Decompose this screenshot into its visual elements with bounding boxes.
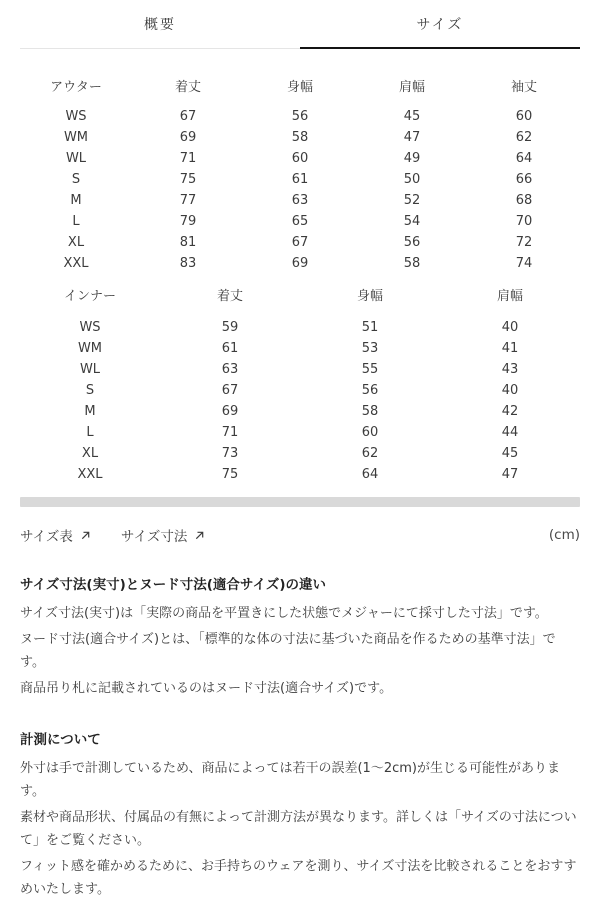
value-cell: 60 xyxy=(361,425,379,440)
size-label-cell: WS xyxy=(79,320,101,335)
size-label-cell: WM xyxy=(77,341,103,356)
value-cell: 47 xyxy=(501,467,519,482)
size-label-cell: WL xyxy=(79,362,101,377)
value-cell: 67 xyxy=(291,235,309,250)
value-cell: 49 xyxy=(403,151,421,166)
value-cell: 50 xyxy=(403,172,421,187)
column-header-cell: 着丈 xyxy=(174,80,201,95)
value-cell: 68 xyxy=(515,193,533,208)
value-cell: 51 xyxy=(361,320,379,335)
paragraph: 外寸は手で計測しているため、商品によっては若干の誤差(1〜2cm)が生じる可能性があります。 xyxy=(20,761,560,799)
value-cell: 62 xyxy=(515,130,533,145)
size-label-cell: WL xyxy=(65,151,87,166)
value-cell: 63 xyxy=(291,193,309,208)
value-cell: 40 xyxy=(501,383,519,398)
value-cell: 45 xyxy=(403,109,421,124)
value-cell: 74 xyxy=(515,256,533,271)
value-cell: 69 xyxy=(221,404,239,419)
paragraph: 素材や商品形状、付属品の有無によって計測方法が異なります。詳しくは「サイズの寸法について」をご覧ください。 xyxy=(20,810,577,848)
unit-label: (cm) xyxy=(548,527,580,543)
value-cell: 75 xyxy=(221,467,239,482)
section-body xyxy=(20,602,580,700)
value-cell: 69 xyxy=(179,130,197,145)
value-cell: 79 xyxy=(179,214,197,229)
size-chart-link[interactable] xyxy=(20,525,91,545)
value-cell: 41 xyxy=(501,341,519,356)
value-cell: 65 xyxy=(291,214,309,229)
size-label-cell: M xyxy=(70,193,82,208)
tab-size[interactable]: サイズ xyxy=(300,14,580,49)
value-cell: 72 xyxy=(515,235,533,250)
value-cell: 63 xyxy=(221,362,239,377)
column-header-cell: 身幅 xyxy=(356,289,383,304)
paragraph: サイズ寸法(実寸)は「実際の商品を平置きにした状態でメジャーにて採寸した寸法」です。 xyxy=(20,606,548,621)
size-label-cell: L xyxy=(86,425,94,440)
tab-overview[interactable]: 概要 xyxy=(20,14,300,49)
inner-size-table xyxy=(20,286,580,485)
value-cell: 53 xyxy=(361,341,379,356)
value-cell: 55 xyxy=(361,362,379,377)
value-cell: 58 xyxy=(361,404,379,419)
value-cell: 56 xyxy=(291,109,309,124)
value-cell: 67 xyxy=(221,383,239,398)
arrow-up-right-icon xyxy=(80,530,91,541)
size-difference-section xyxy=(20,573,580,700)
table-title-cell: インナー xyxy=(63,289,116,304)
value-cell: 73 xyxy=(221,446,239,461)
paragraph: フィット感を確かめるために、お手持ちのウェアを測り、サイズ寸法を比較されることをおすすめいたします。 xyxy=(20,859,577,897)
links-row xyxy=(20,525,580,545)
column-header-cell: 袖丈 xyxy=(510,80,537,95)
value-cell: 81 xyxy=(179,235,197,250)
value-cell: 58 xyxy=(291,130,309,145)
outer-size-table xyxy=(20,77,580,274)
value-cell: 77 xyxy=(179,193,197,208)
value-cell: 83 xyxy=(179,256,197,271)
column-header-cell: 着丈 xyxy=(216,289,243,304)
value-cell: 61 xyxy=(221,341,239,356)
measurement-section xyxy=(20,728,580,901)
size-label-cell: M xyxy=(84,404,96,419)
value-cell: 66 xyxy=(515,172,533,187)
value-cell: 56 xyxy=(361,383,379,398)
size-dimensions-link-label: サイズ寸法 xyxy=(120,529,188,545)
size-label-cell: L xyxy=(72,214,80,229)
value-cell: 71 xyxy=(179,151,197,166)
size-label-cell: XXL xyxy=(63,256,89,271)
value-cell: 60 xyxy=(291,151,309,166)
size-label-cell: S xyxy=(85,383,95,398)
value-cell: 59 xyxy=(221,320,239,335)
tab-bar xyxy=(20,0,580,49)
section-body xyxy=(20,757,580,901)
value-cell: 60 xyxy=(515,109,533,124)
column-header-cell: 肩幅 xyxy=(496,289,523,304)
value-cell: 64 xyxy=(515,151,533,166)
value-cell: 71 xyxy=(221,425,239,440)
table-title-cell: アウター xyxy=(50,80,102,95)
value-cell: 42 xyxy=(501,404,519,419)
arrow-up-right-icon xyxy=(194,530,205,541)
column-header-cell: 身幅 xyxy=(286,80,313,95)
value-cell: 40 xyxy=(501,320,519,335)
paragraph: 商品吊り札に記載されているのはヌード寸法(適合サイズ)です。 xyxy=(20,681,393,696)
value-cell: 56 xyxy=(403,235,421,250)
value-cell: 62 xyxy=(361,446,379,461)
value-cell: 61 xyxy=(291,172,309,187)
size-label-cell: XL xyxy=(67,235,85,250)
value-cell: 58 xyxy=(403,256,421,271)
value-cell: 43 xyxy=(501,362,519,377)
paragraph: ヌード寸法(適合サイズ)とは、「標準的な体の寸法に基づいた商品を作るための基準寸法」です。 xyxy=(20,632,556,670)
value-cell: 70 xyxy=(515,214,533,229)
size-dimensions-link[interactable] xyxy=(121,525,205,545)
size-label-cell: WM xyxy=(63,130,89,145)
value-cell: 64 xyxy=(361,467,379,482)
section-heading: サイズ寸法(実寸)とヌード寸法(適合サイズ)の違い xyxy=(20,577,327,593)
value-cell: 52 xyxy=(403,193,421,208)
size-label-cell: S xyxy=(71,172,81,187)
value-cell: 54 xyxy=(403,214,421,229)
value-cell: 67 xyxy=(179,109,197,124)
horizontal-scrollbar[interactable] xyxy=(20,497,580,507)
column-header-cell: 肩幅 xyxy=(398,80,425,95)
value-cell: 47 xyxy=(403,130,421,145)
size-label-cell: XL xyxy=(81,446,99,461)
value-cell: 75 xyxy=(179,172,197,187)
size-label-cell: WS xyxy=(65,109,87,124)
size-chart-link-label: サイズ表 xyxy=(20,529,73,545)
size-label-cell: XXL xyxy=(77,467,103,482)
value-cell: 45 xyxy=(501,446,519,461)
value-cell: 69 xyxy=(291,256,309,271)
value-cell: 44 xyxy=(501,425,519,440)
section-heading: 計測について xyxy=(20,732,101,748)
